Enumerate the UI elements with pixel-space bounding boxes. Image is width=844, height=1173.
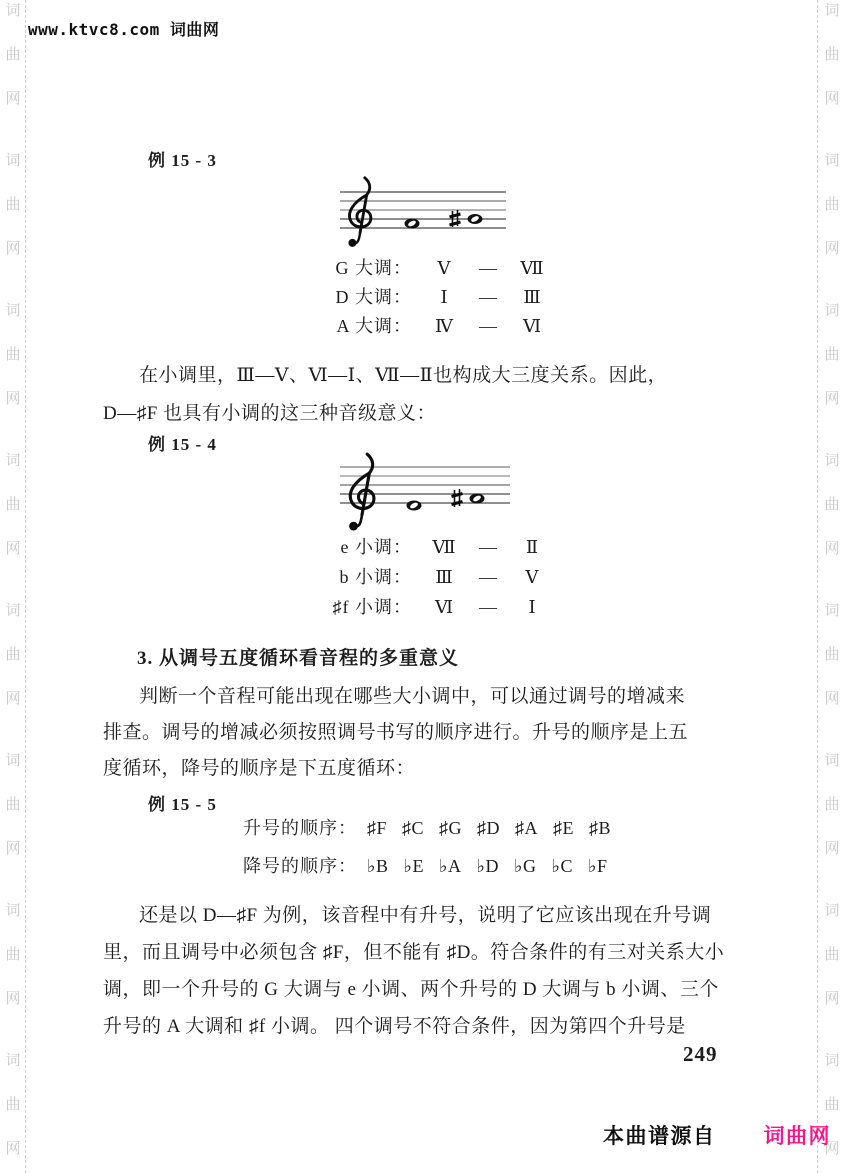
flat-order-items-item: ♭D (476, 856, 499, 876)
watermark-char: 网 (824, 541, 840, 557)
degree-dash: — (479, 567, 497, 587)
degree-row (300, 312, 558, 341)
flat-order-items-item: ♭A (439, 856, 462, 876)
watermark-char: 词 (5, 153, 21, 169)
example-15-5-label: 例 15 - 5 (148, 795, 217, 814)
degree-to: Ⅵ (522, 316, 542, 336)
watermark-char: 曲 (5, 47, 21, 63)
watermark-char: 网 (824, 841, 840, 857)
watermark-char: 网 (824, 391, 840, 407)
flat-order-items (367, 856, 623, 876)
sharp-order-items (367, 818, 626, 838)
key-label: b 小调： (339, 567, 412, 587)
paragraph-example-analysis (103, 897, 759, 1045)
page-number: 249 (683, 1042, 718, 1066)
watermark-char: 词 (824, 753, 840, 769)
whole-note-f-sharp (468, 214, 483, 224)
key-label: A 大调： (336, 316, 412, 336)
watermark-char: 网 (5, 691, 21, 707)
degree-to: Ⅴ (525, 567, 539, 587)
watermark-char: 曲 (5, 197, 21, 213)
flat-order-items-item: ♭G (514, 856, 537, 876)
degree-from: Ⅴ (437, 258, 451, 278)
paragraph-minor-keys-item: D—♯F 也具有小调的这三种音级意义： (103, 403, 437, 424)
paragraph-example-analysis-item: 里，而且调号中必须包含 ♯F，但不能有 ♯D。符合条件的有三对关系大小 (103, 942, 725, 963)
key-label: G 大调： (335, 258, 412, 278)
left-dashed-divider (25, 0, 26, 1173)
degree-from: Ⅰ (440, 287, 448, 307)
watermark-char: 词 (5, 603, 21, 619)
example-15-3-label: 例 15 - 3 (148, 151, 217, 170)
watermark-char: 网 (824, 91, 840, 107)
watermark-char: 曲 (5, 797, 21, 813)
watermark-char: 词 (824, 903, 840, 919)
example-15-3-degree-rows (300, 254, 558, 341)
degree-to: Ⅰ (528, 597, 536, 617)
watermark-char: 曲 (824, 797, 840, 813)
watermark-char: 曲 (824, 1097, 840, 1113)
sharp-order-items-item: ♯G (439, 818, 463, 838)
paragraph-circle-of-fifths-item: 排查。调号的增减必须按照调号书写的顺序进行。升号的顺序是上五 (103, 722, 689, 743)
paragraph-example-analysis-item: 调，即一个升号的 G 大调与 e 小调、两个升号的 D 大调与 b 小调、三个 (103, 979, 719, 1000)
watermark-char: 网 (5, 841, 21, 857)
right-dashed-divider (817, 0, 818, 1173)
paragraph-circle-of-fifths (103, 679, 759, 787)
key-label: e 小调： (340, 537, 412, 557)
example-15-4-label: 例 15 - 4 (148, 435, 217, 454)
staff-example-15-3 (334, 172, 510, 256)
watermark-char: 词 (824, 453, 840, 469)
watermark-char: 网 (5, 1141, 21, 1157)
degree-dash: — (479, 597, 497, 617)
sharp-order-line (243, 814, 626, 840)
watermark-char: 曲 (824, 47, 840, 63)
sharp-icon (452, 489, 463, 507)
paragraph-minor-keys (103, 357, 759, 433)
paragraph-circle-of-fifths-item: 度循环，降号的顺序是下五度循环： (103, 758, 416, 779)
watermark-char: 词 (5, 3, 21, 19)
whole-note-f-sharp (470, 494, 485, 504)
header-watermark: www.ktvc8.com 词曲网 (28, 20, 220, 39)
paragraph-minor-keys-item: 在小调里，Ⅲ—Ⅴ、Ⅵ—Ⅰ、Ⅶ—Ⅱ也构成大三度关系。因此， (139, 365, 668, 386)
degree-from: Ⅶ (432, 537, 456, 557)
degree-to: Ⅱ (525, 537, 539, 557)
example-15-4-degree-rows (300, 532, 558, 622)
degree-dash: — (479, 258, 497, 278)
section-heading-3: 3. 从调号五度循环看音程的多重意义 (137, 648, 460, 669)
watermark-char: 词 (824, 153, 840, 169)
degree-row (300, 283, 558, 312)
watermark-char: 网 (5, 541, 21, 557)
degree-row (300, 254, 558, 283)
degree-dash: — (479, 287, 497, 307)
watermark-char: 网 (824, 241, 840, 257)
footer-brand-text: 词曲网 (763, 1125, 831, 1148)
watermark-char: 网 (5, 391, 21, 407)
watermark-char: 词 (5, 1053, 21, 1069)
flat-order-label: 降号的顺序： (243, 856, 357, 876)
watermark-char: 词 (824, 603, 840, 619)
degree-dash: — (479, 537, 497, 557)
staff-example-15-4 (334, 452, 514, 544)
watermark-char: 网 (5, 91, 21, 107)
watermark-char: 曲 (5, 1097, 21, 1113)
watermark-char: 网 (824, 691, 840, 707)
watermark-char: 曲 (5, 647, 21, 663)
key-label: ♯f 小调： (332, 597, 412, 617)
watermark-char: 曲 (824, 197, 840, 213)
watermark-char: 曲 (5, 347, 21, 363)
watermark-char: 词 (824, 1053, 840, 1069)
degree-to: Ⅶ (520, 258, 544, 278)
whole-note-d (405, 219, 420, 229)
footer-source-text: 本曲谱源自 (603, 1125, 716, 1148)
degree-row (300, 562, 558, 592)
flat-order-items-item: ♭C (551, 856, 573, 876)
degree-from: Ⅲ (435, 567, 453, 587)
treble-clef-icon (348, 178, 370, 247)
treble-clef-icon (349, 454, 374, 530)
sharp-order-items-item: ♯A (515, 818, 539, 838)
flat-order-items-item: ♭B (367, 856, 389, 876)
sharp-order-items-item: ♯D (477, 818, 501, 838)
watermark-char: 词 (5, 303, 21, 319)
watermark-char: 网 (824, 991, 840, 1007)
degree-row (300, 592, 558, 622)
sharp-order-label: 升号的顺序： (243, 818, 357, 838)
degree-to: Ⅲ (523, 287, 541, 307)
watermark-char: 网 (5, 991, 21, 1007)
sharp-order-items-item: ♯F (367, 818, 388, 838)
watermark-char: 曲 (824, 497, 840, 513)
watermark-column-right (822, 0, 842, 1173)
flat-order-items-item: ♭F (588, 856, 608, 876)
watermark-char: 词 (824, 3, 840, 19)
watermark-char: 曲 (5, 947, 21, 963)
watermark-char: 词 (5, 753, 21, 769)
watermark-column-left (3, 0, 23, 1173)
footer-watermark (603, 1120, 831, 1150)
watermark-char: 网 (824, 1141, 840, 1157)
watermark-char: 曲 (824, 947, 840, 963)
whole-note-d (407, 501, 422, 511)
flat-order-items-item: ♭E (403, 856, 424, 876)
watermark-char: 词 (5, 903, 21, 919)
watermark-char: 曲 (824, 647, 840, 663)
key-label: D 大调： (335, 287, 412, 307)
watermark-char: 曲 (5, 497, 21, 513)
sharp-order-items-item: ♯E (553, 818, 575, 838)
paragraph-circle-of-fifths-item: 判断一个音程可能出现在哪些大小调中，可以通过调号的增减来 (139, 686, 686, 707)
watermark-char: 网 (5, 241, 21, 257)
sharp-order-items-item: ♯C (402, 818, 425, 838)
paragraph-example-analysis-item: 升号的 A 大调和 ♯f 小调。 四个调号不符合条件，因为第四个升号是 (103, 1016, 686, 1037)
paragraph-example-analysis-item: 还是以 D—♯F 为例，该音程中有升号，说明了它应该出现在升号调 (139, 905, 712, 926)
degree-dash: — (479, 316, 497, 336)
sharp-order-items-item: ♯B (589, 818, 612, 838)
flat-order-line (243, 852, 623, 878)
degree-from: Ⅳ (435, 316, 453, 336)
watermark-char: 词 (5, 453, 21, 469)
watermark-char: 词 (824, 303, 840, 319)
degree-row (300, 532, 558, 562)
watermark-char: 曲 (824, 347, 840, 363)
degree-from: Ⅵ (434, 597, 454, 617)
